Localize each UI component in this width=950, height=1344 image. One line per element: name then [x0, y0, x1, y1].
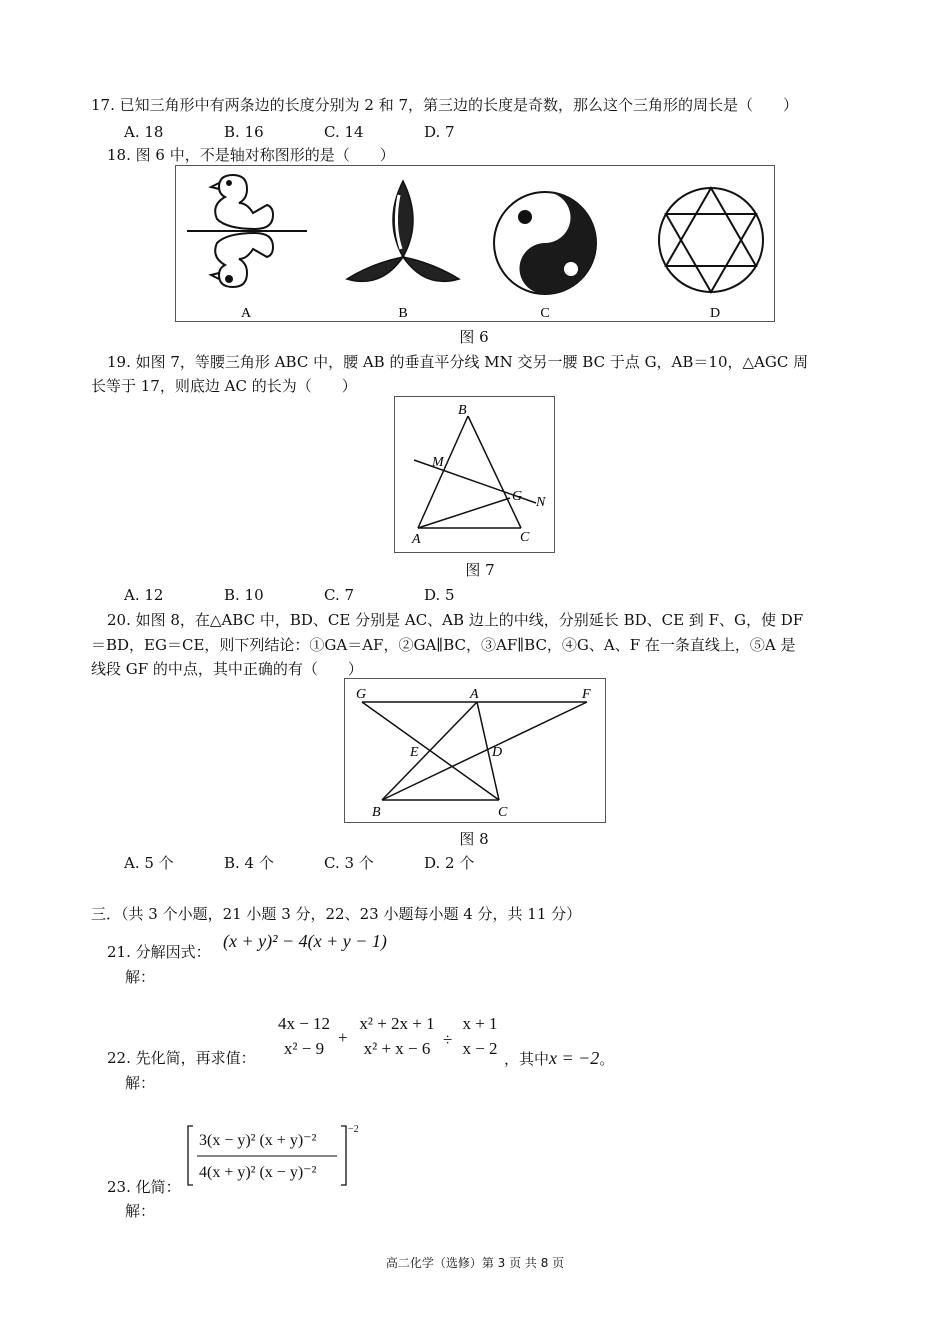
point-n-label: N [536, 495, 546, 510]
q22-frac3-numerator: x + 1 [462, 1014, 498, 1033]
point-b-label: B [458, 403, 467, 418]
q23-denominator: 4(x + y)² (x − y)⁻² [199, 1164, 317, 1181]
q20-options [124, 853, 524, 873]
q19-option-a: A. 12 [124, 586, 164, 604]
q20-text-line2: ＝BD，EG＝CE，则下列结论：①GA＝AF，②GA∥BC，③AF∥BC，④G、A、F 在一条直线上，⑤A 是 [91, 636, 796, 654]
segment-ag [418, 498, 510, 528]
page-footer: 高二化学（选修）第 3 页 共 8 页 [385, 1256, 565, 1270]
q21-label: 21. 分解因式： [107, 943, 211, 961]
q20-text-line3: 线段 GF 的中点，其中正确的有（ ） [91, 660, 363, 678]
q19-text-line2: 长等于 17，则底边 AC 的长为（ ） [91, 377, 357, 395]
q22-fraction-2 [352, 1014, 442, 1059]
figure-6 [175, 165, 775, 322]
q22-condition-expression: x = −2 [549, 1048, 600, 1068]
q23-numerator: 3(x − y)² (x + y)⁻² [199, 1132, 317, 1149]
point-g-label: G [512, 489, 523, 504]
point-b-label: B [372, 805, 381, 820]
q22-condition-suffix: 。 [599, 1050, 615, 1068]
fig6-label-a: A [240, 306, 252, 321]
q22-frac2-numerator: x² + 2x + 1 [359, 1014, 435, 1033]
point-c-label: C [498, 805, 508, 820]
point-m-label: M [432, 455, 444, 470]
yin-yang-figure [494, 192, 596, 294]
fig6-label-d: D [709, 306, 721, 321]
q23-outer-exponent: −2 [348, 1124, 359, 1135]
segment-cg [362, 702, 499, 800]
point-c-label: C [520, 530, 530, 545]
three-petal-figure [347, 181, 459, 281]
q19-option-b: B. 10 [224, 586, 264, 604]
q22-frac3-denominator: x − 2 [462, 1039, 498, 1058]
q22-label: 22. 先化简，再求值： [107, 1049, 256, 1067]
figure-6-caption: 图 6 [459, 328, 489, 346]
q20-option-d: D. 2 个 [424, 854, 475, 872]
figure-7 [394, 396, 555, 553]
point-e-label: E [410, 745, 419, 760]
q17-option-a: A. 18 [124, 123, 164, 141]
q19-options [124, 585, 524, 605]
fig6-label-b: B [398, 306, 408, 321]
q17-option-d: D. 7 [424, 123, 455, 141]
q22-condition [504, 1048, 614, 1069]
q19-option-c: C. 7 [324, 586, 355, 604]
side-bc [468, 416, 521, 528]
star-in-circle-figure [659, 188, 763, 292]
q22-answer: 解： [125, 1074, 156, 1092]
fig6-label-c: C [540, 306, 550, 321]
q20-option-b: B. 4 个 [224, 854, 274, 872]
q17-option-b: B. 16 [224, 123, 264, 141]
q19-option-d: D. 5 [424, 586, 455, 604]
point-f-label: F [582, 687, 591, 702]
q22-frac1-denominator: x² − 9 [283, 1039, 325, 1058]
q17-option-c: C. 14 [324, 123, 364, 141]
q23-expression [187, 1124, 362, 1188]
q17-options [124, 122, 524, 142]
q17-text: 17. 已知三角形中有两条边的长度分别为 2 和 7，第三边的长度是奇数，那么这个三角形的周长是（ ） [91, 96, 799, 114]
q22-frac1-numerator: 4x − 12 [277, 1014, 331, 1033]
q20-option-a: A. 5 个 [124, 854, 174, 872]
figure-7-caption: 图 7 [465, 561, 495, 579]
q20-option-c: C. 3 个 [324, 854, 374, 872]
q23-answer: 解： [125, 1202, 156, 1220]
q22-divide-operator: ÷ [443, 1030, 453, 1049]
q22-condition-prefix: ，其中 [504, 1050, 550, 1068]
q22-frac2-denominator: x² + x − 6 [363, 1039, 431, 1058]
point-g-label: G [356, 687, 367, 702]
q18-text: 18. 图 6 中，不是轴对称图形的是（ ） [107, 146, 395, 164]
q20-text-line1: 20. 如图 8，在△ABC 中，BD、CE 分别是 AC、AB 边上的中线，分别延长 BD、CE 到 F、G，使 DF [107, 611, 804, 629]
q22-plus-operator: + [338, 1028, 348, 1047]
q23-label: 23. 化简： [107, 1178, 181, 1196]
figure-8 [344, 678, 606, 823]
side-ab [418, 416, 468, 528]
point-d-label: D [492, 745, 503, 760]
figure-8-caption: 图 8 [459, 830, 489, 848]
q21-expression: (x + y)² − 4(x + y − 1) [223, 931, 387, 951]
q22-fraction-3 [457, 1014, 503, 1059]
point-a-label: A [470, 687, 479, 702]
point-a-label: A [412, 532, 421, 547]
q21-answer: 解： [125, 968, 156, 986]
q22-fraction-1 [272, 1014, 336, 1059]
duck-figure [187, 175, 307, 287]
q19-text-line1: 19. 如图 7，等腰三角形 ABC 中，腰 AB 的垂直平分线 MN 交另一腰 BC 于点 G，AB＝10，△AGC 周 [107, 353, 809, 371]
section-3-heading: 三．（共 3 个小题，21 小题 3 分，22、23 小题每小题 4 分，共 11 分） [91, 905, 582, 923]
